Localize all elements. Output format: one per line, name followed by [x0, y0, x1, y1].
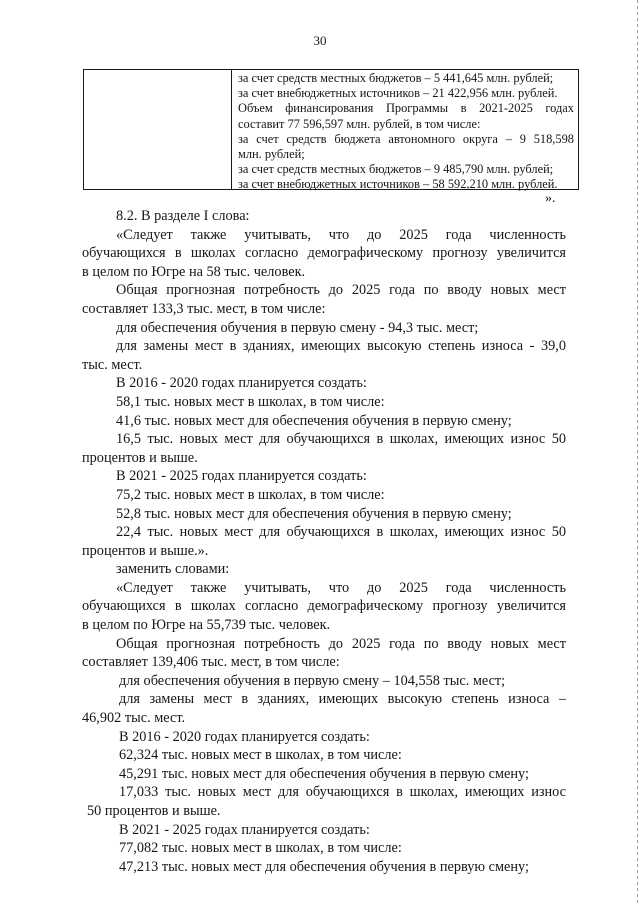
- text-line: «Следует также учитывать, что до 2025 года численность: [116, 226, 566, 243]
- funding-table: [83, 69, 579, 190]
- table-line: млн. рублей;: [238, 147, 305, 162]
- text-line: 16,5 тыс. новых мест для обучающихся в школах, имеющих износ 50: [116, 431, 566, 448]
- table-line: за счет средств бюджета автономного округа – 9 518,598: [238, 131, 574, 146]
- text-line: тыс. мест.: [82, 356, 143, 373]
- closing-quote: ».: [545, 191, 556, 206]
- text-line: 50 процентов и выше.: [87, 803, 221, 819]
- text-line: 77,082 тыс. новых мест в школах, в том числе:: [119, 840, 402, 857]
- text-line: 41,6 тыс. новых мест для обеспечения обучения в первую смену;: [116, 412, 512, 429]
- text-line: Общая прогнозная потребность до 2025 года по вводу новых мест: [116, 282, 566, 299]
- text-line: 46,902 тыс. мест.: [82, 710, 186, 727]
- table-line: составит 77 596,597 млн. рублей, в том числе:: [238, 116, 481, 131]
- document-body: [82, 207, 566, 876]
- text-line: 58,1 тыс. новых мест в школах, в том числе:: [116, 393, 385, 410]
- text-line: 47,213 тыс. новых мест для обеспечения обучения в первую смену;: [119, 858, 529, 875]
- table-left-cell: [84, 70, 232, 189]
- text-line: 45,291 тыс. новых мест для обеспечения обучения в первую смену;: [119, 765, 529, 782]
- text-line: В 2021 - 2025 годах планируется создать:: [119, 821, 370, 838]
- text-line: заменить словами:: [116, 561, 230, 578]
- text-line: В 2016 - 2020 годах планируется создать:: [116, 375, 367, 392]
- table-line: за счет средств местных бюджетов – 9 485,790 млн. рублей;: [238, 162, 554, 177]
- text-line: 52,8 тыс. новых мест для обеспечения обучения в первую смену;: [116, 505, 512, 522]
- table-right-cell: [232, 70, 578, 192]
- table-line: за счет средств местных бюджетов – 5 441,645 млн. рублей;: [238, 71, 554, 85]
- text-line: В 2021 - 2025 годах планируется создать:: [116, 468, 367, 485]
- text-line: «Следует также учитывать, что до 2025 года численность: [116, 579, 566, 596]
- text-line: обучающихся в школах согласно демографическому прогнозу увеличится: [82, 245, 566, 262]
- table-line: за счет внебюджетных источников – 58 592,210 млн. рублей.: [238, 177, 558, 192]
- text-line: для обеспечения обучения в первую смену – 104,558 тыс. мест;: [119, 672, 506, 689]
- text-line: в целом по Югре на 58 тыс. человек.: [82, 263, 306, 280]
- text-line: обучающихся в школах согласно демографическому прогнозу увеличится: [82, 598, 566, 615]
- text-line: для замены мест в зданиях, имеющих высокую степень износа –: [119, 691, 566, 708]
- text-line: в целом по Югре на 55,739 тыс. человек.: [82, 617, 331, 634]
- text-line: В 2016 - 2020 годах планируется создать:: [119, 728, 370, 745]
- text-line: для обеспечения обучения в первую смену - 94,3 тыс. мест;: [116, 319, 479, 336]
- page-number: 30: [313, 33, 327, 48]
- text-line: 8.2. В разделе I слова:: [116, 208, 250, 224]
- text-line: процентов и выше.».: [82, 542, 209, 559]
- page-edge: [637, 0, 638, 905]
- text-line: составляет 133,3 тыс. мест, в том числе:: [82, 300, 326, 317]
- text-line: Общая прогнозная потребность до 2025 года по вводу новых мест: [116, 635, 566, 652]
- text-line: 62,324 тыс. новых мест в школах, в том числе:: [119, 747, 402, 764]
- table-line: Объем финансирования Программы в 2021-2025 годах: [238, 101, 574, 116]
- text-line: составляет 139,406 тыс. мест, в том числе:: [82, 654, 340, 671]
- text-line: процентов и выше.: [82, 449, 198, 466]
- text-line: 75,2 тыс. новых мест в школах, в том числе:: [116, 486, 385, 503]
- table-line: за счет внебюджетных источников – 21 422,956 млн. рублей.: [238, 86, 558, 101]
- text-line: 22,4 тыс. новых мест для обучающихся в школах, имеющих износ 50: [116, 524, 566, 541]
- text-line: для замены мест в зданиях, имеющих высокую степень износа - 39,0: [116, 338, 566, 355]
- text-line: 17,033 тыс. новых мест для обучающихся в школах, имеющих износ: [119, 784, 566, 801]
